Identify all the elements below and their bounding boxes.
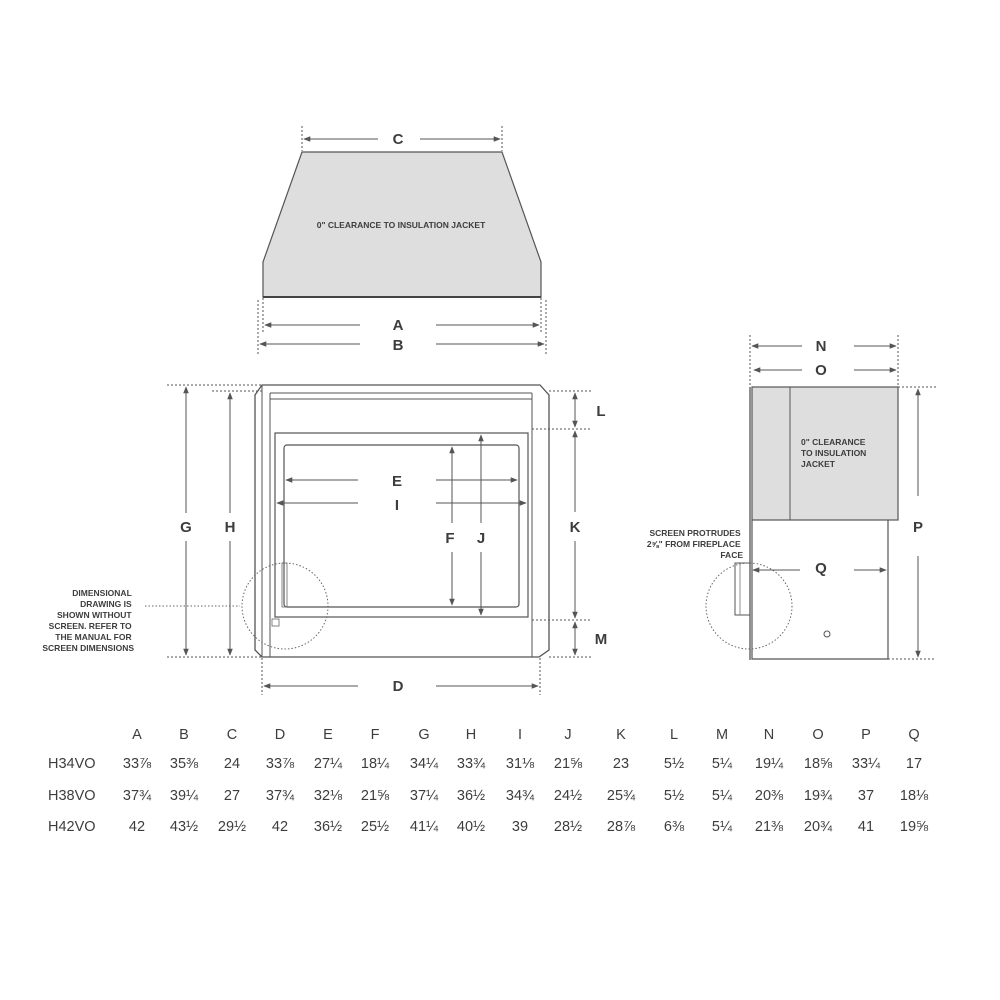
table-header-cell: H bbox=[465, 727, 477, 743]
front-view bbox=[42, 385, 607, 695]
table-header-cell: F bbox=[370, 727, 380, 743]
dim-label-f: F bbox=[445, 530, 455, 547]
table-cell: 27¼ bbox=[313, 756, 343, 772]
table-cell: 5½ bbox=[663, 788, 685, 804]
table-cell: 40½ bbox=[456, 819, 486, 835]
table-cell: 37¾ bbox=[265, 788, 295, 804]
table-cell: 33¼ bbox=[851, 756, 881, 772]
dim-label-m: M bbox=[594, 631, 608, 648]
dim-label-j: J bbox=[476, 530, 486, 547]
table-cell: 23 bbox=[612, 756, 630, 772]
table-cell: 34¾ bbox=[505, 788, 535, 804]
table-cell: 18¼ bbox=[360, 756, 390, 772]
side-view-detail-circle bbox=[706, 563, 792, 649]
table-cell: 21⅝ bbox=[360, 788, 390, 804]
table-cell: 35⅜ bbox=[169, 756, 199, 772]
screen-protrudes-note: SCREEN PROTRUDES 2⅝" FROM FIREPLACE FACE bbox=[646, 528, 743, 560]
table-header-cell: J bbox=[564, 727, 572, 743]
table-header-cell: B bbox=[179, 727, 189, 743]
table-cell: 6⅜ bbox=[663, 819, 685, 835]
dim-label-o: O bbox=[815, 362, 827, 379]
table-header-cell: C bbox=[226, 727, 238, 743]
table-cell: 33¾ bbox=[456, 756, 486, 772]
dimensional-note: DIMENSIONAL DRAWING IS SHOWN WITHOUT SCREEN. REFER TO THE MANUAL FOR SCREEN DIMENSIONS bbox=[42, 588, 134, 653]
dim-label-i: I bbox=[394, 497, 400, 514]
table-cell: 34¼ bbox=[409, 756, 439, 772]
dim-label-g: G bbox=[180, 519, 192, 536]
table-row-model: H42VO bbox=[48, 819, 96, 835]
table-cell: 28⅞ bbox=[606, 819, 636, 835]
table-cell: 5¼ bbox=[711, 819, 733, 835]
table-header-cell: D bbox=[274, 727, 286, 743]
table-cell: 29½ bbox=[217, 819, 247, 835]
table-header-cell: G bbox=[418, 727, 430, 743]
dim-label-l: L bbox=[596, 403, 606, 420]
side-view-screen bbox=[735, 563, 750, 615]
table-header-cell: M bbox=[715, 727, 729, 743]
table-row-model: H38VO bbox=[48, 788, 96, 804]
table-header-cell: A bbox=[132, 727, 142, 743]
table-header-cell: Q bbox=[908, 727, 920, 743]
table-cell: 33⅞ bbox=[265, 756, 295, 772]
front-view-opening-frame bbox=[275, 433, 528, 617]
table-cell: 32⅛ bbox=[313, 788, 343, 804]
table-header-cell: P bbox=[861, 727, 871, 743]
dim-label-k: K bbox=[569, 519, 581, 536]
table-cell: 5½ bbox=[663, 756, 685, 772]
table-cell: 36½ bbox=[313, 819, 343, 835]
front-view-glass bbox=[284, 445, 519, 607]
dim-label-d: D bbox=[392, 678, 404, 695]
table-cell: 41 bbox=[857, 819, 875, 835]
table-cell: 39¼ bbox=[169, 788, 199, 804]
table-header-cell: K bbox=[616, 727, 626, 743]
side-view-clearance-note: 0" CLEARANCE TO INSULATION JACKET bbox=[801, 437, 867, 469]
table-cell: 24½ bbox=[553, 788, 583, 804]
table-cell: 19¼ bbox=[754, 756, 784, 772]
table-cell: 37¼ bbox=[409, 788, 439, 804]
table-header-cell: N bbox=[763, 727, 775, 743]
side-view-firebox bbox=[752, 520, 888, 659]
dim-label-e: E bbox=[391, 473, 403, 490]
dim-label-q: Q bbox=[815, 560, 827, 577]
table-cell: 41¼ bbox=[409, 819, 439, 835]
table-cell: 37¾ bbox=[122, 788, 152, 804]
table-cell: 42 bbox=[128, 819, 146, 835]
table-cell: 20¾ bbox=[803, 819, 833, 835]
table-cell: 27 bbox=[223, 788, 241, 804]
table-header-cell: L bbox=[669, 727, 679, 743]
table-cell: 43½ bbox=[169, 819, 199, 835]
table-cell: 19¾ bbox=[803, 788, 833, 804]
table-row-model: H34VO bbox=[48, 756, 96, 772]
table-cell: 20⅜ bbox=[754, 788, 784, 804]
dim-label-h: H bbox=[224, 519, 236, 536]
table-cell: 42 bbox=[271, 819, 289, 835]
dim-label-n: N bbox=[815, 338, 827, 355]
table-header-cell: E bbox=[323, 727, 333, 743]
table-header-cell: O bbox=[812, 727, 824, 743]
table-cell: 17 bbox=[905, 756, 923, 772]
table-cell: 25½ bbox=[360, 819, 390, 835]
dim-lkm bbox=[532, 391, 592, 657]
table-cell: 18⅛ bbox=[899, 788, 929, 804]
table-cell: 5¼ bbox=[711, 788, 733, 804]
table-cell: 21⅝ bbox=[553, 756, 583, 772]
dimensions-table bbox=[48, 727, 929, 835]
table-cell: 19⅝ bbox=[899, 819, 929, 835]
top-view bbox=[258, 126, 546, 354]
table-cell: 33⅞ bbox=[122, 756, 152, 772]
side-view bbox=[647, 335, 936, 660]
table-cell: 25¾ bbox=[606, 788, 636, 804]
table-cell: 36½ bbox=[456, 788, 486, 804]
table-cell: 24 bbox=[223, 756, 241, 772]
dim-label-c: C bbox=[392, 131, 404, 148]
front-view-outer-frame bbox=[255, 385, 549, 657]
table-header-cell: I bbox=[517, 727, 523, 743]
table-cell: 31⅛ bbox=[505, 756, 535, 772]
table-cell: 39 bbox=[511, 819, 529, 835]
dim-label-b: B bbox=[392, 337, 404, 354]
top-view-clearance-note: 0" CLEARANCE TO INSULATION JACKET bbox=[316, 220, 486, 230]
table-cell: 21⅜ bbox=[754, 819, 784, 835]
dim-label-a: A bbox=[392, 317, 404, 334]
dim-label-p: P bbox=[912, 519, 924, 536]
table-cell: 37 bbox=[857, 788, 875, 804]
table-cell: 5¼ bbox=[711, 756, 733, 772]
table-cell: 18⅝ bbox=[803, 756, 833, 772]
table-cell: 28½ bbox=[553, 819, 583, 835]
